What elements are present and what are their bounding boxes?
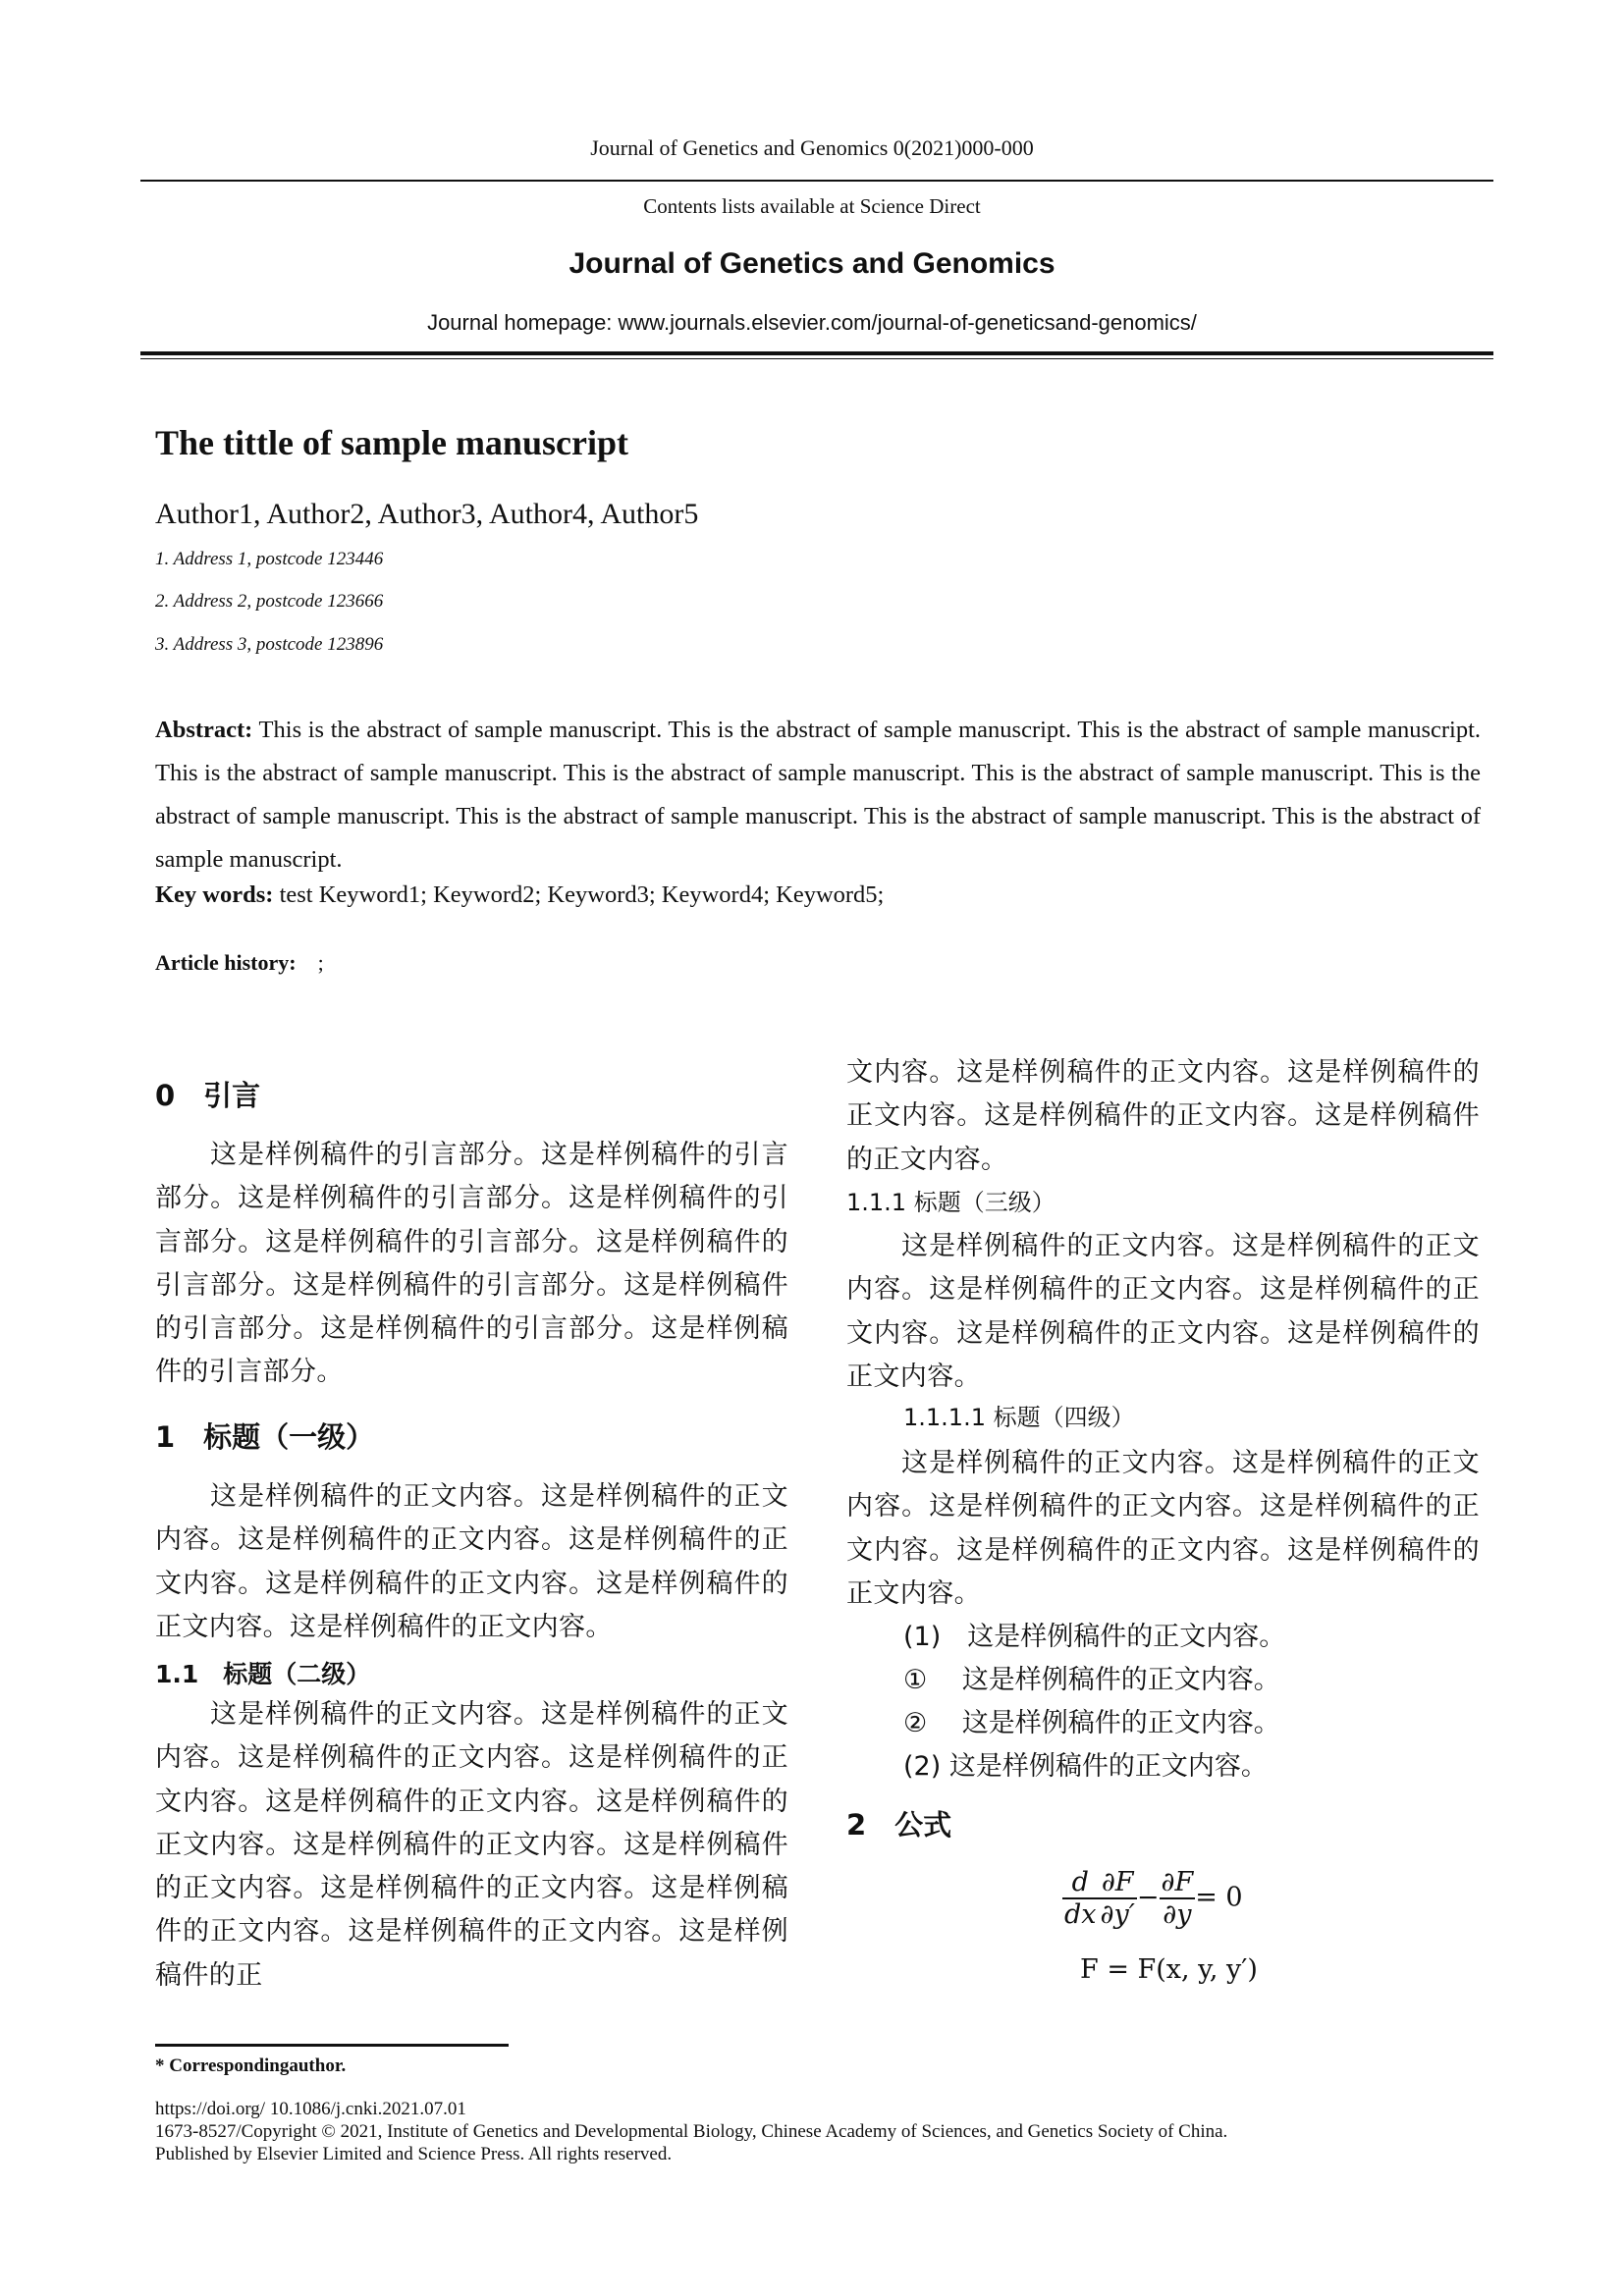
address-1: 1. Address 1, postcode 123446 [155, 549, 384, 569]
footnote-rule [155, 2044, 509, 2047]
copyright-line: 1673-8527/Copyright © 2021, Institute of Genetics and Developmental Biology, Chinese Academy of Sciences, and Genetics Society of China. [155, 2121, 1228, 2142]
keywords-text: test Keyword1; Keyword2; Keyword3; Keyword4; Keyword5; [279, 881, 885, 908]
corresponding-author-note: * Correspondingauthor. [155, 2056, 347, 2076]
fraction-d-dx: $\frac{d}{dx}$ [1064, 1867, 1097, 1930]
introduction-paragraph: 这是样例稿件的引言部分。这是样例稿件的引言部分。这是样例稿件的引言部分。这是样例稿件的引言部分。这是样例稿件的引言部分。这是样例稿件的引言部分。这是样例稿件的引言部分。这是样例稿件的引言部分。这是样例稿件的引言部分。这是样例稿件的引言部分。 [155, 1140, 788, 1388]
abstract-label: Abstract: [155, 717, 253, 743]
author-list: Author1, Author2, Author3, Author4, Author5 [155, 498, 699, 530]
doi-link[interactable]: https://doi.org/ 10.1086/j.cnki.2021.07.01 [155, 2099, 466, 2119]
header-rule [140, 180, 1493, 182]
article-history-label: Article history: [155, 950, 297, 975]
abstract [155, 709, 1481, 881]
contents-available-line: Contents lists available at Science Direct [643, 194, 981, 218]
journal-title: Journal of Genetics and Genomics [568, 247, 1056, 280]
article-title: The tittle of sample manuscript [155, 423, 628, 462]
section-heading-level3: 1.1.1 标题（三级） [846, 1189, 1056, 1216]
section-heading-level2: 1.1 标题（二级） [155, 1660, 371, 1688]
level3-paragraph: 这是样例稿件的正文内容。这是样例稿件的正文内容。这是样例稿件的正文内容。这是样例稿件的正文内容。这是样例稿件的正文内容。这是样例稿件的正文内容。 [846, 1231, 1480, 1392]
fraction-dF-dyprime: $\frac{\partial F}{\partial y'}$ [1100, 1867, 1135, 1930]
publisher-line: Published by Elsevier Limited and Science Press. All rights reserved. [155, 2144, 673, 2164]
address-3: 3. Address 3, postcode 123896 [155, 634, 384, 655]
fraction-dF-dy: $\frac{\partial F}{\partial y}$ [1161, 1867, 1194, 1930]
section-heading-introduction: 0 引言 [155, 1079, 261, 1112]
header-double-rule-thick [140, 351, 1493, 355]
address-2: 2. Address 2, postcode 123666 [155, 591, 384, 612]
continued-paragraph: 文内容。这是样例稿件的正文内容。这是样例稿件的正文内容。这是样例稿件的正文内容。这是样例稿件的正文内容。 [846, 1057, 1480, 1175]
abstract-text: This is the abstract of sample manuscript. This is the abstract of sample manuscript. This is the abstract of sample manuscript. This is the abstract of sample manuscript. This is the abstract of sample manuscript. This is the abstract of sample manuscript. This is the abstract of sample manuscript. This is the abstract of sample manuscript. This is the abstract of sample manuscript. This is the abstract of sample manuscript. [155, 717, 1481, 873]
euler-lagrange-equation: $\frac{d}{dx}$ $\frac{\partial F}{\partial y'}$ − $\frac{\partial F}{\partial y}$ = 0 [1064, 1867, 1243, 1930]
keywords [155, 881, 884, 909]
article-history [155, 950, 324, 976]
keywords-label: Key words: [155, 881, 274, 908]
list-item: (1) 这是样例稿件的正文内容。 [903, 1622, 1286, 1652]
list-item: ② 这是样例稿件的正文内容。 [903, 1708, 1280, 1738]
journal-issue-line: Journal of Genetics and Genomics 0(2021)000-000 [590, 135, 1034, 160]
section-heading-formulas: 2 公式 [846, 1808, 952, 1842]
journal-homepage[interactable]: Journal homepage: www.journals.elsevier.com/journal-of-geneticsand-genomics/ [427, 310, 1197, 335]
level1-paragraph: 这是样例稿件的正文内容。这是样例稿件的正文内容。这是样例稿件的正文内容。这是样例稿件的正文内容。这是样例稿件的正文内容。这是样例稿件的正文内容。这是样例稿件的正文内容。 [155, 1481, 788, 1642]
level4-paragraph: 这是样例稿件的正文内容。这是样例稿件的正文内容。这是样例稿件的正文内容。这是样例稿件的正文内容。这是样例稿件的正文内容。这是样例稿件的正文内容。 [846, 1448, 1480, 1609]
list-item: (2) 这是样例稿件的正文内容。 [903, 1751, 1268, 1782]
header-double-rule-thin [140, 358, 1493, 359]
article-history-value: ; [317, 950, 324, 975]
list-item: ① 这是样例稿件的正文内容。 [903, 1665, 1280, 1695]
section-heading-level4: 1.1.1.1 标题（四级） [903, 1404, 1135, 1431]
level2-paragraph: 这是样例稿件的正文内容。这是样例稿件的正文内容。这是样例稿件的正文内容。这是样例稿件的正文内容。这是样例稿件的正文内容。这是样例稿件的正文内容。这是样例稿件的正文内容。这是样例稿件的正文内容。这是样例稿件的正文内容。这是样例稿件的正文内容。这是样例稿件的正文内容。这是样例稿件的正 [155, 1699, 788, 1991]
section-heading-level1: 1 标题（一级） [155, 1420, 375, 1454]
function-definition-equation: F = F(x, y, y′) [1080, 1954, 1258, 1985]
